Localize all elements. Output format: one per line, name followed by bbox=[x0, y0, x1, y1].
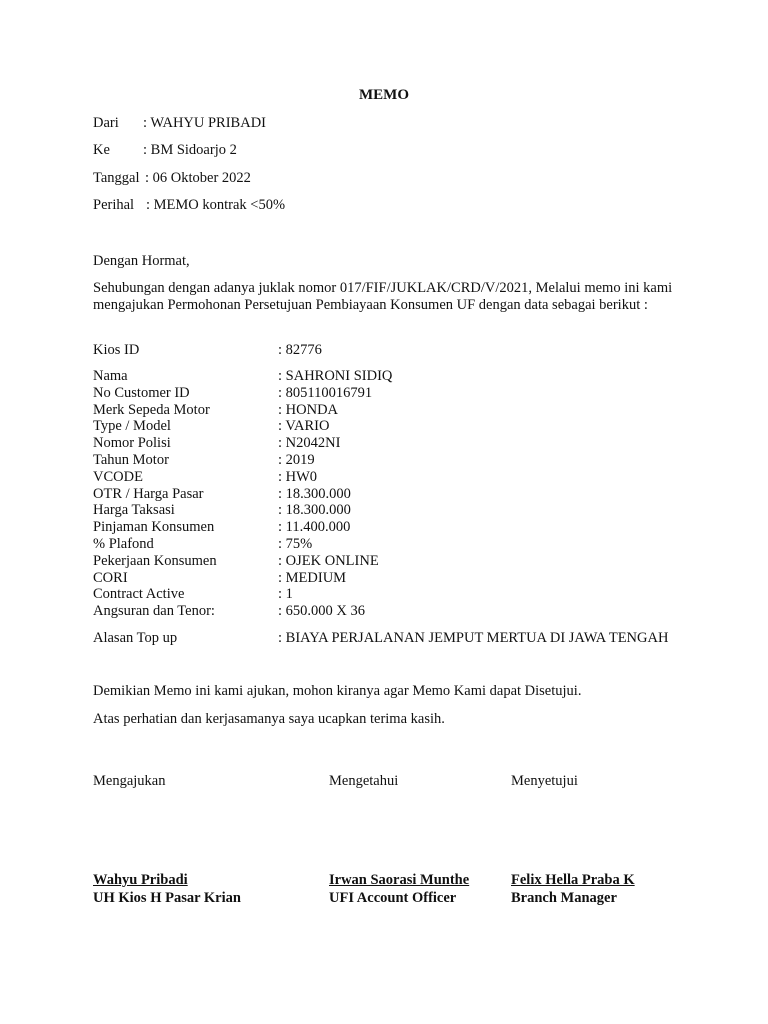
detail-value: : 75% bbox=[278, 536, 313, 552]
signatory-name-3: Felix Hella Praba K bbox=[511, 872, 635, 888]
detail-value: : OJEK ONLINE bbox=[278, 552, 379, 569]
detail-label: Nama bbox=[93, 368, 128, 384]
memo-title: MEMO bbox=[359, 87, 409, 103]
detail-label: Tahun Motor bbox=[93, 452, 169, 468]
greeting: Dengan Hormat, bbox=[93, 253, 190, 269]
signatory-position-1: UH Kios H Pasar Krian bbox=[93, 890, 241, 906]
detail-value: : SAHRONI SIDIQ bbox=[278, 368, 393, 384]
detail-label: VCODE bbox=[93, 468, 143, 485]
detail-value: : N2042NI bbox=[278, 435, 341, 452]
memo-header bbox=[0, 115, 768, 220]
signatory-name-1 bbox=[93, 872, 226, 889]
detail-value: : 11.400.000 bbox=[278, 519, 351, 536]
header-value-ke: : BM Sidoarjo 2 bbox=[143, 142, 237, 158]
detail-label: Contract Active bbox=[93, 586, 185, 603]
role-mengajukan: Mengajukan bbox=[93, 773, 166, 789]
header-label-perihal: Perihal bbox=[93, 197, 135, 213]
header-label-dari: Dari bbox=[93, 115, 119, 131]
detail-value: : HW0 bbox=[278, 468, 318, 485]
role-mengetahui: Mengetahui bbox=[329, 773, 399, 789]
alasan-value: : BIAYA PERJALANAN JEMPUT MERTUA DI JAWA TENGAH bbox=[278, 630, 669, 646]
detail-label: Type / Model bbox=[93, 418, 171, 435]
detail-label: Harga Taksasi bbox=[93, 502, 175, 519]
role-menyetujui: Menyetujui bbox=[511, 773, 578, 789]
detail-value: : 18.300.000 bbox=[278, 485, 351, 502]
header-label-ke: Ke bbox=[93, 142, 110, 158]
detail-value: : 1 bbox=[278, 586, 293, 603]
detail-label: OTR / Harga Pasar bbox=[93, 485, 204, 502]
kios-label: Kios ID bbox=[93, 342, 140, 358]
intro-paragraph: Sehubungan dengan adanya juklak nomor 017/FIF/JUKLAK/CRD/V/2021, Melalui memo ini kami mengajukan Permohonan Persetujuan Pembiayaan Konsumen UF dengan data sebagai berikut : bbox=[93, 280, 673, 313]
customer-details bbox=[0, 368, 768, 628]
detail-label: No Customer ID bbox=[93, 384, 190, 401]
header-value-perihal: : MEMO kontrak <50% bbox=[146, 197, 286, 213]
closing-paragraph: Demikian Memo ini kami ajukan, mohon kiranya agar Memo Kami dapat Disetujui. bbox=[93, 683, 582, 699]
detail-label: Nomor Polisi bbox=[93, 435, 171, 452]
signatory-position-3: Branch Manager bbox=[511, 890, 617, 906]
detail-value: : 650.000 X 36 bbox=[278, 603, 365, 620]
signatory-name-1-text: Wahyu Pribadi bbox=[93, 872, 188, 888]
detail-value: : VARIO bbox=[278, 418, 330, 435]
signatory-position-2: UFI Account Officer bbox=[329, 890, 457, 906]
detail-value: : HONDA bbox=[278, 401, 339, 418]
detail-label: % Plafond bbox=[93, 536, 154, 552]
detail-value: : MEDIUM bbox=[278, 569, 347, 586]
detail-label: Angsuran dan Tenor: bbox=[93, 603, 215, 620]
signatory-name-2: Irwan Saorasi Munthe bbox=[329, 872, 470, 888]
thanks-paragraph: Atas perhatian dan kerjasamanya saya ucapkan terima kasih. bbox=[93, 711, 445, 727]
detail-label: Pekerjaan Konsumen bbox=[93, 552, 217, 569]
detail-value: : 805110016791 bbox=[278, 384, 373, 401]
header-label-tanggal: Tanggal bbox=[93, 170, 140, 186]
detail-label: Pinjaman Konsumen bbox=[93, 519, 215, 536]
kios-value: : 82776 bbox=[278, 342, 322, 358]
detail-label: CORI bbox=[93, 569, 128, 586]
alasan-label: Alasan Top up bbox=[93, 630, 178, 646]
detail-value: : 2019 bbox=[278, 452, 315, 468]
detail-label: Merk Sepeda Motor bbox=[93, 401, 210, 418]
header-value-dari: : WAHYU PRIBADI bbox=[143, 115, 266, 131]
header-value-tanggal: : 06 Oktober 2022 bbox=[145, 170, 251, 186]
detail-value: : 18.300.000 bbox=[278, 502, 351, 519]
